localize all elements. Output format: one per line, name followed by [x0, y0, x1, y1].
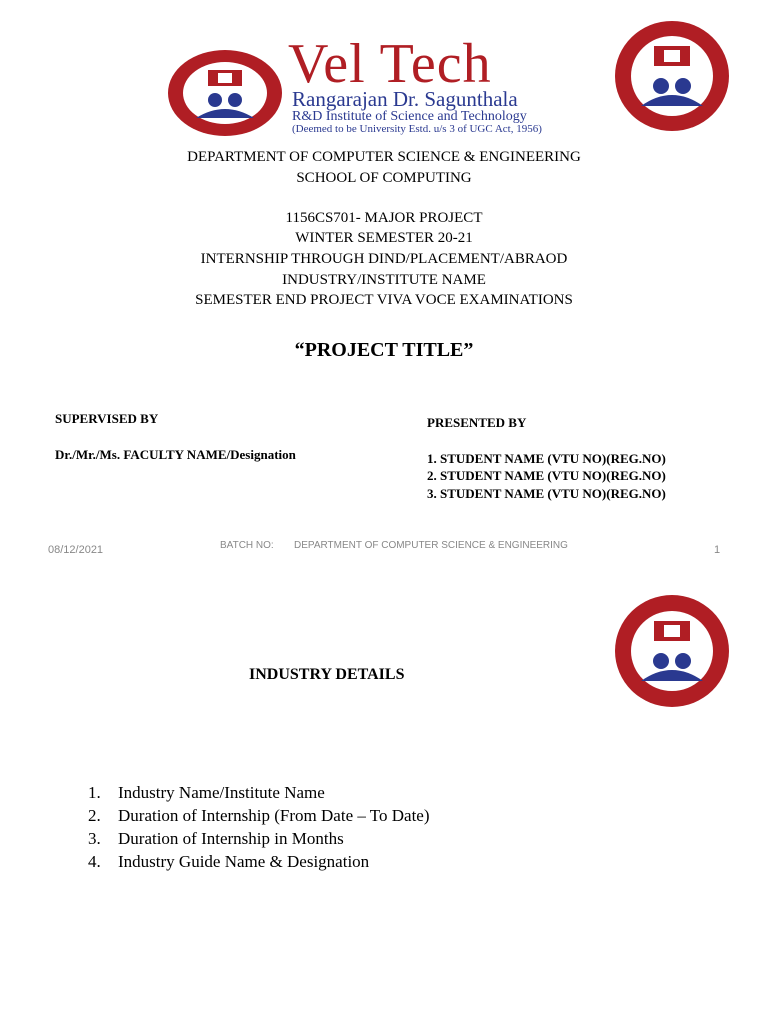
list-item: [88, 852, 369, 872]
student-3: 3. STUDENT NAME (VTU NO)(REG.NO): [427, 486, 666, 501]
logo-institute: R&D Institute of Science and Technology: [292, 109, 527, 124]
course-code: 1156CS701- MAJOR PROJECT: [285, 210, 483, 226]
exam-title: SEMESTER END PROJECT VIVA VOCE EXAMINATIONS: [195, 292, 573, 308]
footer-department: DEPARTMENT OF COMPUTER SCIENCE & ENGINEERING: [294, 540, 568, 551]
list-number: 3.: [88, 829, 101, 848]
list-item: [88, 783, 325, 803]
footer-batch: BATCH NO:: [220, 540, 274, 551]
list-text: Duration of Internship in Months: [118, 829, 344, 848]
internship-type: INTERNSHIP THROUGH DIND/PLACEMENT/ABRAOD: [200, 251, 568, 267]
student-1: 1. STUDENT NAME (VTU NO)(REG.NO): [427, 451, 666, 466]
logo-deemed-note: (Deemed to be University Estd. u/s 3 of UGC Act, 1956): [292, 123, 542, 135]
semester: WINTER SEMESTER 20-21: [295, 230, 473, 246]
presented-label: PRESENTED BY: [427, 415, 527, 430]
list-number: 2.: [88, 806, 101, 825]
supervisor-name: Dr./Mr./Ms. FACULTY NAME/Designation: [55, 447, 296, 462]
university-seal-left: [166, 48, 284, 138]
list-item: [88, 806, 430, 826]
student-2: 2. STUDENT NAME (VTU NO)(REG.NO): [427, 468, 666, 483]
school-heading: SCHOOL OF COMPUTING: [296, 170, 472, 186]
logo-title: Vel Tech: [288, 33, 492, 95]
list-number: 1.: [88, 783, 101, 802]
industry-details-heading: INDUSTRY DETAILS: [249, 666, 405, 683]
list-item: [88, 829, 344, 849]
department-heading: DEPARTMENT OF COMPUTER SCIENCE & ENGINEERING: [187, 149, 581, 165]
supervised-label: SUPERVISED BY: [55, 411, 159, 426]
list-number: 4.: [88, 852, 101, 871]
logo-subtitle: Rangarajan Dr. Sagunthala: [292, 87, 518, 111]
footer-date: 08/12/2021: [48, 544, 104, 556]
university-seal-right: [614, 20, 730, 132]
footer-page-number: 1: [714, 544, 721, 556]
list-text: Industry Guide Name & Designation: [118, 852, 370, 871]
industry-name: INDUSTRY/INSTITUTE NAME: [282, 272, 486, 288]
list-text: Industry Name/Institute Name: [118, 783, 325, 802]
list-text: Duration of Internship (From Date – To Date): [118, 806, 430, 825]
university-seal-slide2: [614, 594, 730, 708]
project-title: “PROJECT TITLE”: [294, 339, 474, 361]
